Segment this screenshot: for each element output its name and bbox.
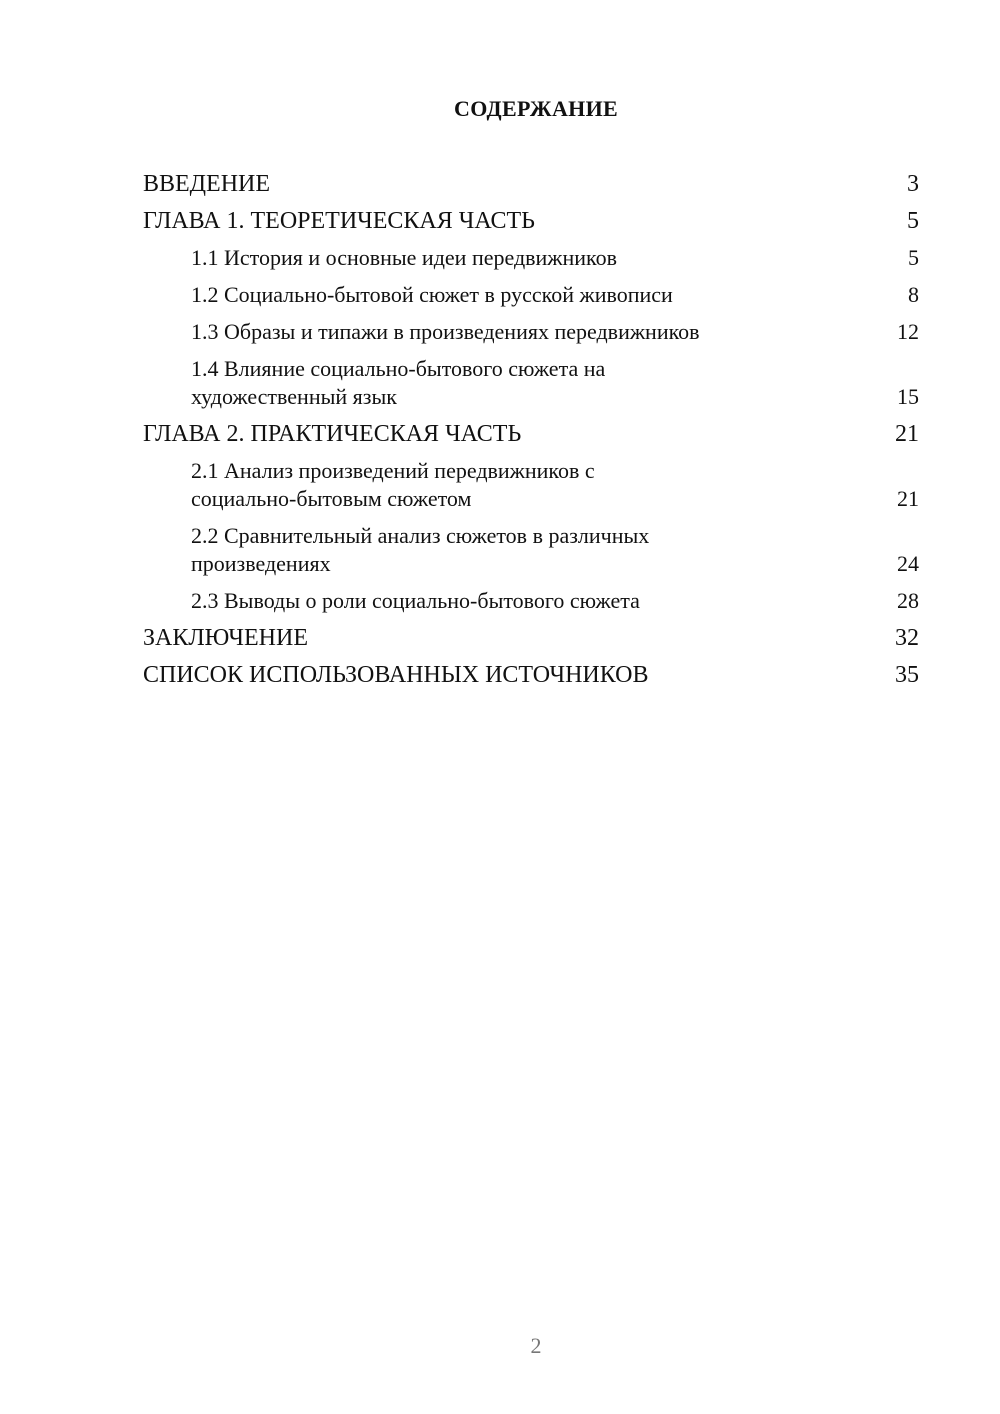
toc-entry-references[interactable]	[143, 661, 919, 689]
toc-entry-page: 35	[895, 662, 919, 688]
toc-entry-section-1-4[interactable]	[143, 355, 919, 411]
toc-entry-page: 21	[897, 486, 919, 511]
toc-entry-label: ЗАКЛЮЧЕНИЕ	[143, 625, 308, 651]
toc-entry-label: 1.4 Влияние социально-бытового сюжета на художественный язык	[191, 356, 606, 409]
toc-entry-chapter-2[interactable]	[143, 420, 919, 448]
toc-entry-label: ГЛАВА 2. ПРАКТИЧЕСКАЯ ЧАСТЬ	[143, 421, 522, 447]
toc-entry-page: 24	[897, 551, 919, 576]
toc-entry-page: 5	[908, 245, 919, 270]
toc-entry-page: 12	[897, 319, 919, 344]
toc-entry-page: 15	[897, 384, 919, 409]
toc-entry-page: 21	[895, 421, 919, 447]
toc-entry-label: 2.2 Сравнительный анализ сюжетов в различных произведениях	[191, 523, 650, 576]
toc-entry-label: 1.3 Образы и типажи в произведениях передвижников	[191, 319, 700, 344]
toc-entry-conclusion[interactable]	[143, 624, 919, 652]
toc-entry-label: 1.2 Социально-бытовой сюжет в русской живописи	[191, 282, 673, 307]
toc-entry-introduction[interactable]	[143, 170, 919, 198]
toc-entry-page: 28	[897, 588, 919, 613]
table-of-contents	[143, 170, 919, 698]
toc-entry-page: 3	[907, 171, 919, 197]
toc-entry-page: 32	[895, 625, 919, 651]
page-number: 2	[530, 1333, 542, 1358]
toc-entry-label: 2.1 Анализ произведений передвижников с социально-бытовым сюжетом	[191, 458, 595, 511]
toc-entry-label: СПИСОК ИСПОЛЬЗОВАННЫХ ИСТОЧНИКОВ	[143, 662, 649, 688]
toc-entry-label: ВВЕДЕНИЕ	[143, 171, 271, 197]
toc-entry-label: 1.1 История и основные идеи передвижников	[191, 245, 618, 270]
toc-entry-page: 5	[907, 208, 919, 234]
toc-entry-section-2-3[interactable]	[143, 587, 919, 615]
toc-entry-section-1-1[interactable]	[143, 244, 919, 272]
toc-entry-label: 2.3 Выводы о роли социально-бытового сюжета	[191, 588, 640, 613]
toc-entry-section-1-2[interactable]	[143, 281, 919, 309]
toc-entry-label: ГЛАВА 1. ТЕОРЕТИЧЕСКАЯ ЧАСТЬ	[143, 208, 535, 234]
toc-entry-chapter-1[interactable]	[143, 207, 919, 235]
page-title: СОДЕРЖАНИЕ	[454, 96, 618, 121]
toc-entry-page: 8	[908, 282, 919, 307]
toc-entry-section-2-1[interactable]	[143, 457, 919, 513]
toc-entry-section-2-2[interactable]	[143, 522, 919, 578]
toc-entry-section-1-3[interactable]	[143, 318, 919, 346]
